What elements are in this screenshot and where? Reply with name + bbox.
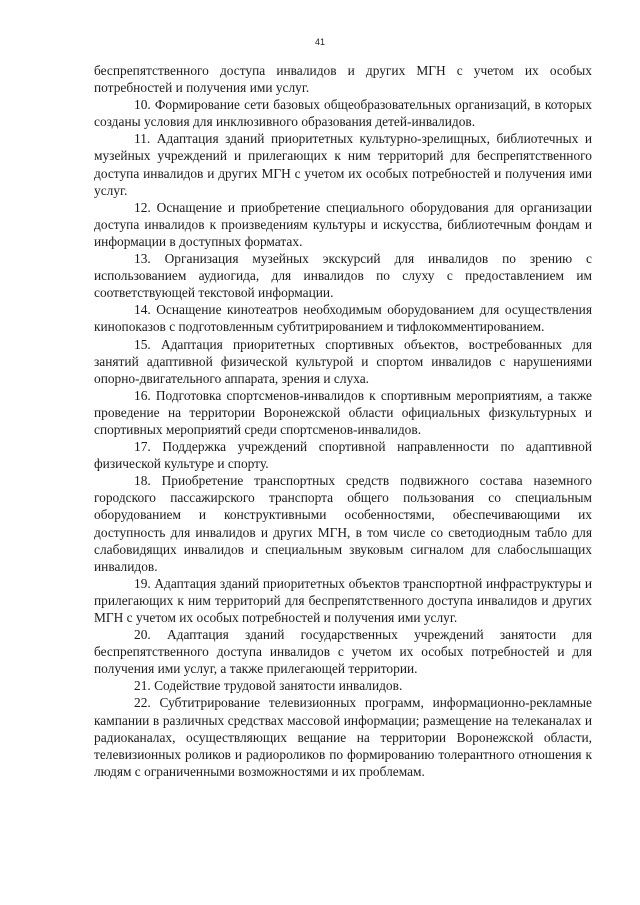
paragraph-item-18: 18. Приобретение транспортных средств подвижного состава наземного городского пассажирского транспорта общего пользования со специальным оборудованием и конструктивными особенностями, обеспечивающими их доступность для инвалидов и других МГН, в том числе со светодиодным табло для слабовидящих инвалидов и специальным звуковым сигналом для слабослышащих инвалидов. [94,473,592,574]
paragraph-item-22: 22. Субтитрирование телевизионных программ, информационно-рекламные кампании в различных средствах массовой информации; размещение на телеканалах и радиоканалах, осуществляющих вещание на территории Воронежской области, телевизионных роликов и радиороликов по формированию толерантного отношения к людям с ограниченными возможностями и их проблемам. [94,695,592,779]
page-number: 41 [314,37,325,47]
paragraph-item-19: 19. Адаптация зданий приоритетных объектов транспортной инфраструктуры и прилегающих к ним территорий для беспрепятственного доступа инвалидов и других МГН с учетом их особых потребностей и получения ими услуг. [94,575,592,625]
paragraph-item-20: 20. Адаптация зданий государственных учреждений занятости для беспрепятственного доступа инвалидов с учетом их особых потребностей и для получения ими услуг, а также прилегающей территории. [94,627,592,677]
paragraph-item-16: 16. Подготовка спортсменов-инвалидов к спортивным мероприятиям, а также проведение на территории Воронежской области официальных физкультурных и спортивных мероприятий среди спортсменов-инвалидов. [94,387,592,437]
paragraph-item-10: 10. Формирование сети базовых общеобразовательных организаций, в которых созданы условия для инклюзивного образования детей-инвалидов. [94,97,592,130]
paragraph-item-17: 17. Поддержка учреждений спортивной направленности по адаптивной физической культуре и спорту. [94,439,592,472]
paragraph-item-12: 12. Оснащение и приобретение специального оборудования для организации доступа инвалидов к произведениям культуры и искусства, библиотечным фондам и информации в доступных форматах. [94,199,592,249]
paragraph-item-21: 21. Содействие трудовой занятости инвалидов. [134,678,403,694]
paragraph-item-13: 13. Организация музейных экскурсий для инвалидов по зрению с использованием аудиогида, для инвалидов по слуху с предоставлением им соответствующей текстовой информации. [94,251,592,301]
paragraph-item-15: 15. Адаптация приоритетных спортивных объектов, востребованных для занятий адаптивной физической культурой и спортом инвалидов с нарушениями опорно-двигательного аппарата, зрения и слуха. [94,336,592,386]
paragraph-continuation: беспрепятственного доступа инвалидов и других МГН с учетом их особых потребностей и получения ими услуг. [94,63,592,96]
document-body [94,62,592,780]
paragraph-item-14: 14. Оснащение кинотеатров необходимым оборудованием для осуществления кинопоказов с подготовленным субтитрированием и тифлокомментированием. [94,302,592,335]
paragraph-item-11: 11. Адаптация зданий приоритетных культурно-зрелищных, библиотечных и музейных учреждений и прилегающих к ним территорий для беспрепятственного доступа инвалидов и других МГН с учетом их особых потребностей и получения ими услуг. [94,131,592,198]
